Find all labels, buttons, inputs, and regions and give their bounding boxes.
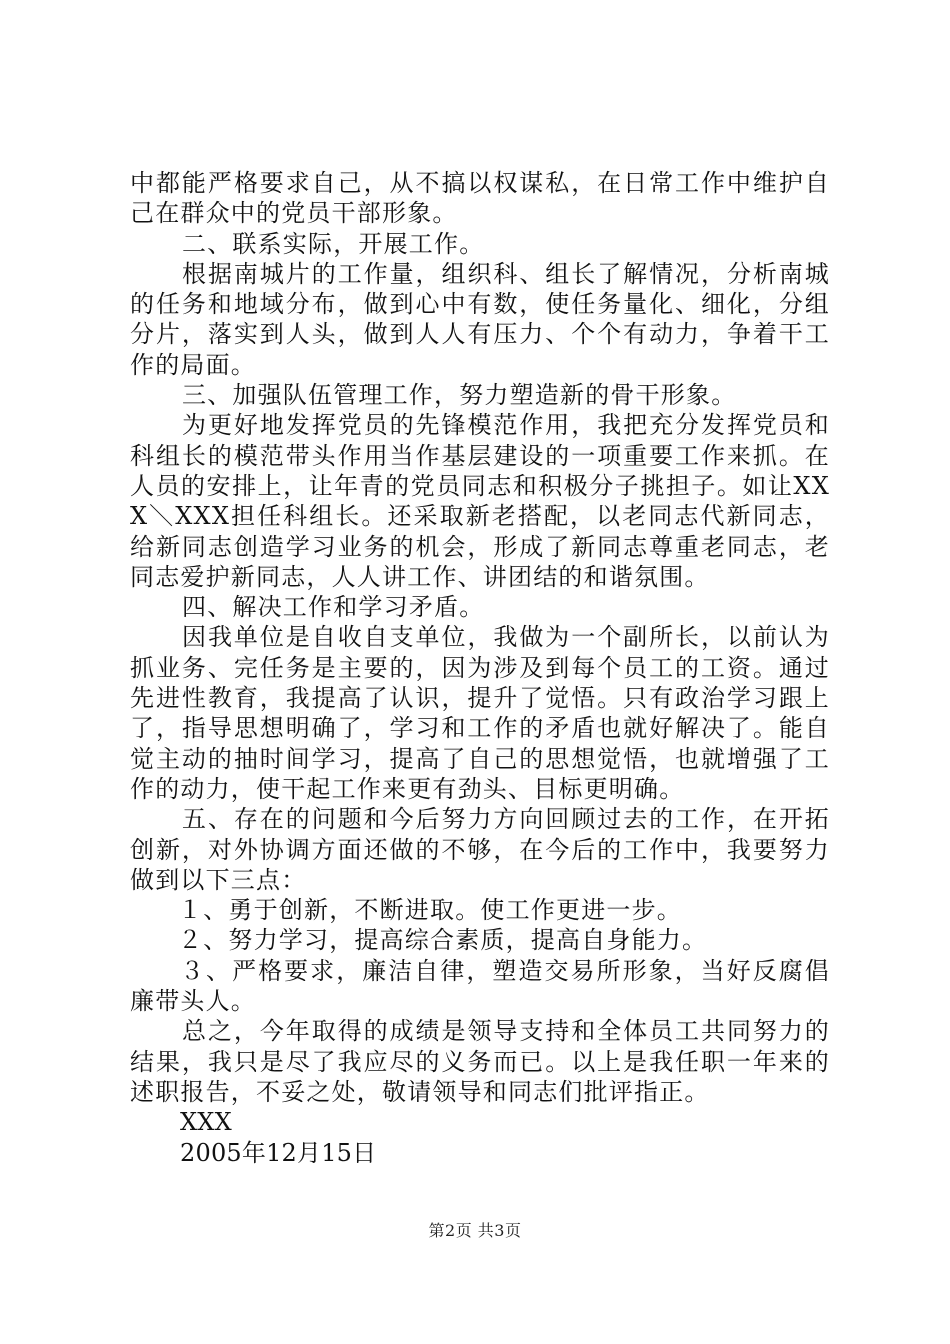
section-heading-5: 五、存在的问题和今后努力方向回顾过去的工作，在开拓创新，对外协调方面还做的不够，在今后的工作中，我要努力做到以下三点： <box>130 805 830 894</box>
paragraph: 根据南城片的工作量，组织科、组长了解情况，分析南城的任务和地域分布，做到心中有数，使任务量化、细化，分组分片，落实到人头，做到人人有压力、个个有动力，争着干工作的局面。 <box>130 259 830 379</box>
list-item: ３、严格要求，廉洁自律，塑造交易所形象，当好反腐倡廉带头人。 <box>130 956 830 1016</box>
paragraph-continuation: 中都能严格要求自己，从不搞以权谋私，在日常工作中维护自己在群众中的党员干部形象。 <box>130 169 830 228</box>
page-footer <box>0 1218 950 1241</box>
section-heading-3: 三、加强队伍管理工作，努力塑造新的骨干形象。 <box>182 381 737 410</box>
page-number: 第2页 共3页 <box>428 1221 522 1240</box>
document-body <box>130 168 830 1168</box>
section-heading-4: 四、解决工作和学习矛盾。 <box>182 593 485 622</box>
list-item: １、勇于创新，不断进取。使工作更进一步。 <box>178 896 682 925</box>
section-heading-2: 二、联系实际，开展工作。 <box>182 229 485 258</box>
signature-date: 2005年12月15日 <box>180 1138 377 1167</box>
list-item: ２、努力学习，提高综合素质，提高自身能力。 <box>178 926 708 955</box>
conclusion-paragraph: 总之，今年取得的成绩是领导支持和全体员工共同努力的结果，我只是尽了我应尽的义务而已。以上是我任职一年来的述职报告，不妥之处，敬请领导和同志们批评指正。 <box>130 1017 830 1106</box>
paragraph: 因我单位是自收自支单位，我做为一个副所长，以前认为抓业务、完任务是主要的，因为涉及到每个员工的工资。通过先进性教育，我提高了认识，提升了觉悟。只有政治学习跟上了，指导思想明确了，学习和工作的矛盾也就好解决了。能自觉主动的抽时间学习，提高了自己的思想觉悟，也就增强了工作的动力，使干起工作来更有劲头、目标更明确。 <box>130 623 830 803</box>
paragraph: 为更好地发挥党员的先锋模范作用，我把充分发挥党员和科组长的模范带头作用当作基层建设的一项重要工作来抓。在人员的安排上，让年青的党员同志和积极分子挑担子。如让XXX＼XXX担任科组长。还采取新老搭配，以老同志代新同志，给新同志创造学习业务的机会，形成了新同志尊重老同志，老同志爱护新同志，人人讲工作、讲团结的和谐氛围。 <box>130 411 830 591</box>
signature-name: XXX <box>180 1108 232 1137</box>
